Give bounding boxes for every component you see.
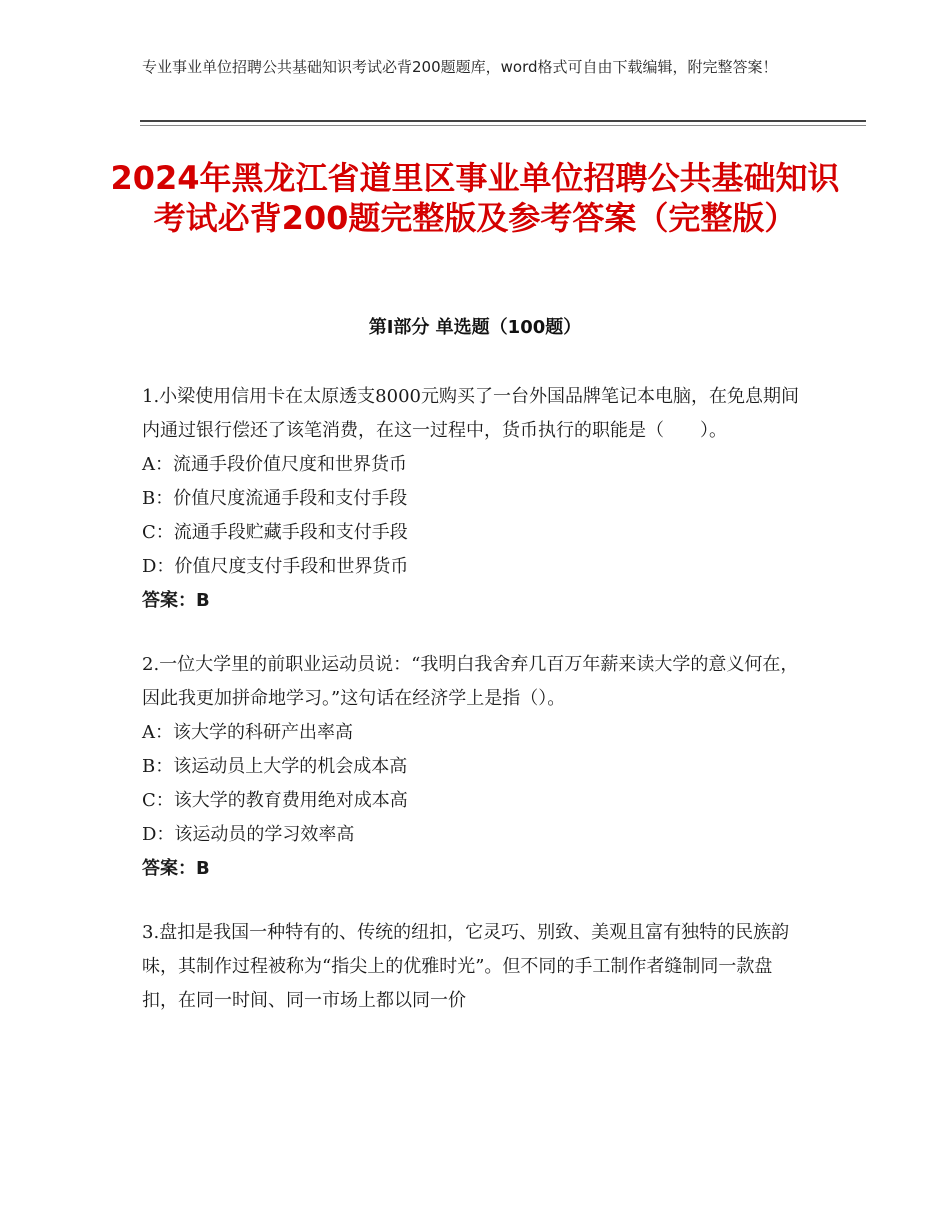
- option-c: C：流通手段贮藏手段和支付手段: [142, 522, 408, 543]
- section-heading: 第I部分 单选题（100题）: [368, 317, 582, 338]
- question-list: [142, 380, 802, 1048]
- document-title: 2024年黑龙江省道里区事业单位招聘公共基础知识考试必背200题完整版及参考答案（完整版）: [110, 159, 840, 237]
- option-a: A：流通手段价值尺度和世界货币: [142, 454, 407, 475]
- header-divider-thin: [140, 125, 866, 126]
- option-b: B：价值尺度流通手段和支付手段: [142, 488, 408, 509]
- option-d: D：价值尺度支付手段和世界货币: [142, 556, 409, 577]
- question-3: [142, 916, 802, 1018]
- question-1: [142, 380, 802, 618]
- question-2: [142, 648, 802, 886]
- question-stem: 1.小梁使用信用卡在太原透支8000元购买了一台外国品牌笔记本电脑，在免息期间内通过银行偿还了该笔消费，在这一过程中，货币执行的职能是（ ）。: [142, 386, 799, 441]
- header-note: 专业事业单位招聘公共基础知识考试必背200题题库，word格式可自由下载编辑，附完整答案！: [142, 58, 778, 76]
- question-stem: 3.盘扣是我国一种特有的、传统的纽扣，它灵巧、别致、美观且富有独特的民族韵味，其制作过程被称为“指尖上的优雅时光”。但不同的手工制作者缝制同一款盘扣，在同一时间、同一市场上都以同一价: [142, 922, 790, 1011]
- option-a: A：该大学的科研产出率高: [142, 722, 353, 743]
- answer: 答案：B: [142, 590, 210, 611]
- header-divider-thick: [140, 120, 866, 122]
- answer: 答案：B: [142, 858, 210, 879]
- option-c: C：该大学的教育费用绝对成本高: [142, 790, 408, 811]
- option-d: D：该运动员的学习效率高: [142, 824, 355, 845]
- option-b: B：该运动员上大学的机会成本高: [142, 756, 408, 777]
- question-stem: 2.一位大学里的前职业运动员说：“我明白我舍弃几百万年薪来读大学的意义何在，因此我更加拼命地学习。”这句话在经济学上是指（）。: [142, 654, 799, 709]
